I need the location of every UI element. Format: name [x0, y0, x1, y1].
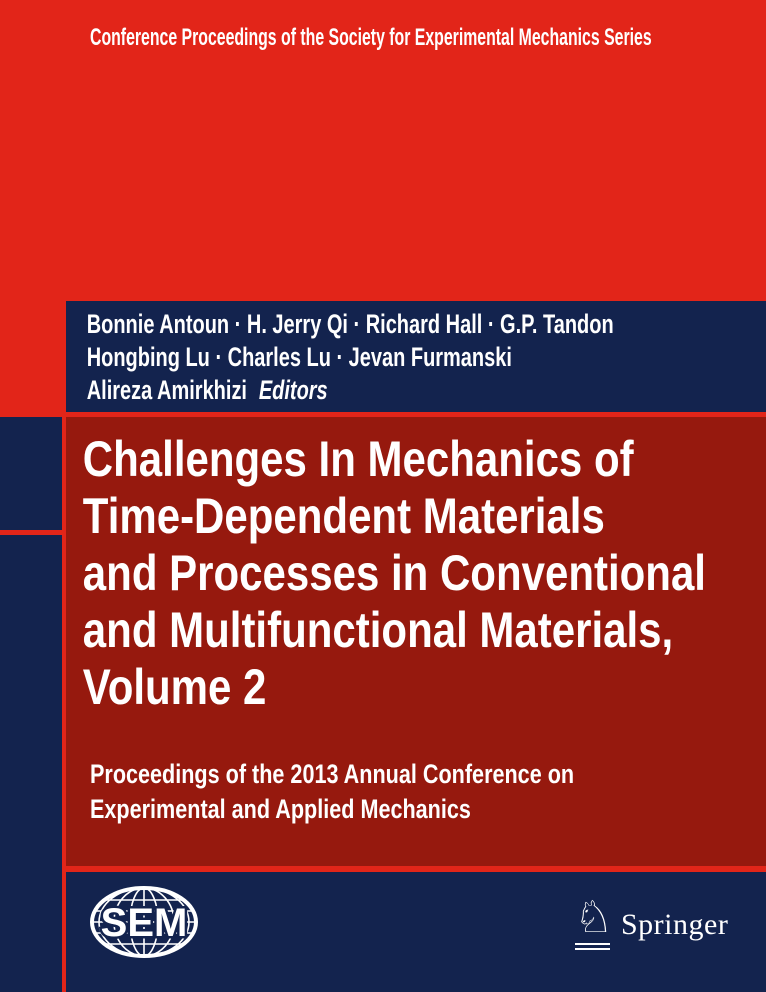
globe-icon — [92, 886, 196, 958]
left-accent-column — [0, 535, 62, 992]
footer-panel — [66, 872, 766, 992]
knight-icon: ♘ — [574, 892, 614, 943]
book-subtitle-line: Proceedings of the 2013 Annual Conference on — [90, 759, 575, 789]
left-accent-square — [0, 417, 62, 530]
author-line-2: Hongbing Lu · Charles Lu · Jevan Furmanski — [86, 342, 512, 372]
book-title-line: and Multifunctional Materials, — [82, 602, 674, 658]
authors-text — [66, 301, 614, 407]
springer-wordmark: Springer — [621, 908, 729, 941]
book-subtitle — [90, 757, 574, 827]
springer-logo — [574, 892, 729, 954]
book-title-line: and Processes in Conventional — [82, 545, 706, 601]
author-line-3 — [87, 374, 584, 407]
title-panel — [66, 417, 766, 866]
editors-label: Editors — [258, 375, 328, 405]
knight-base-line — [575, 948, 610, 951]
sem-logo-text: SEM — [100, 901, 188, 945]
book-title-line: Challenges In Mechanics of — [82, 431, 634, 487]
book-title-line: Time-Dependent Materials — [82, 488, 605, 544]
book-subtitle-line: Experimental and Applied Mechanics — [90, 794, 471, 824]
series-title: Conference Proceedings of the Society for Experimental Mechanics Series — [90, 24, 652, 51]
knight-base-line — [575, 943, 610, 946]
book-title — [66, 417, 706, 716]
book-title-line: Volume 2 — [82, 659, 267, 715]
author-name: Alireza Amirkhizi — [86, 375, 247, 405]
authors-panel — [66, 301, 766, 412]
springer-knight-icon — [574, 892, 614, 952]
sem-logo — [88, 884, 200, 960]
author-line-1: Bonnie Antoun · H. Jerry Qi · Richard Hall · G.P. Tandon — [86, 309, 614, 339]
